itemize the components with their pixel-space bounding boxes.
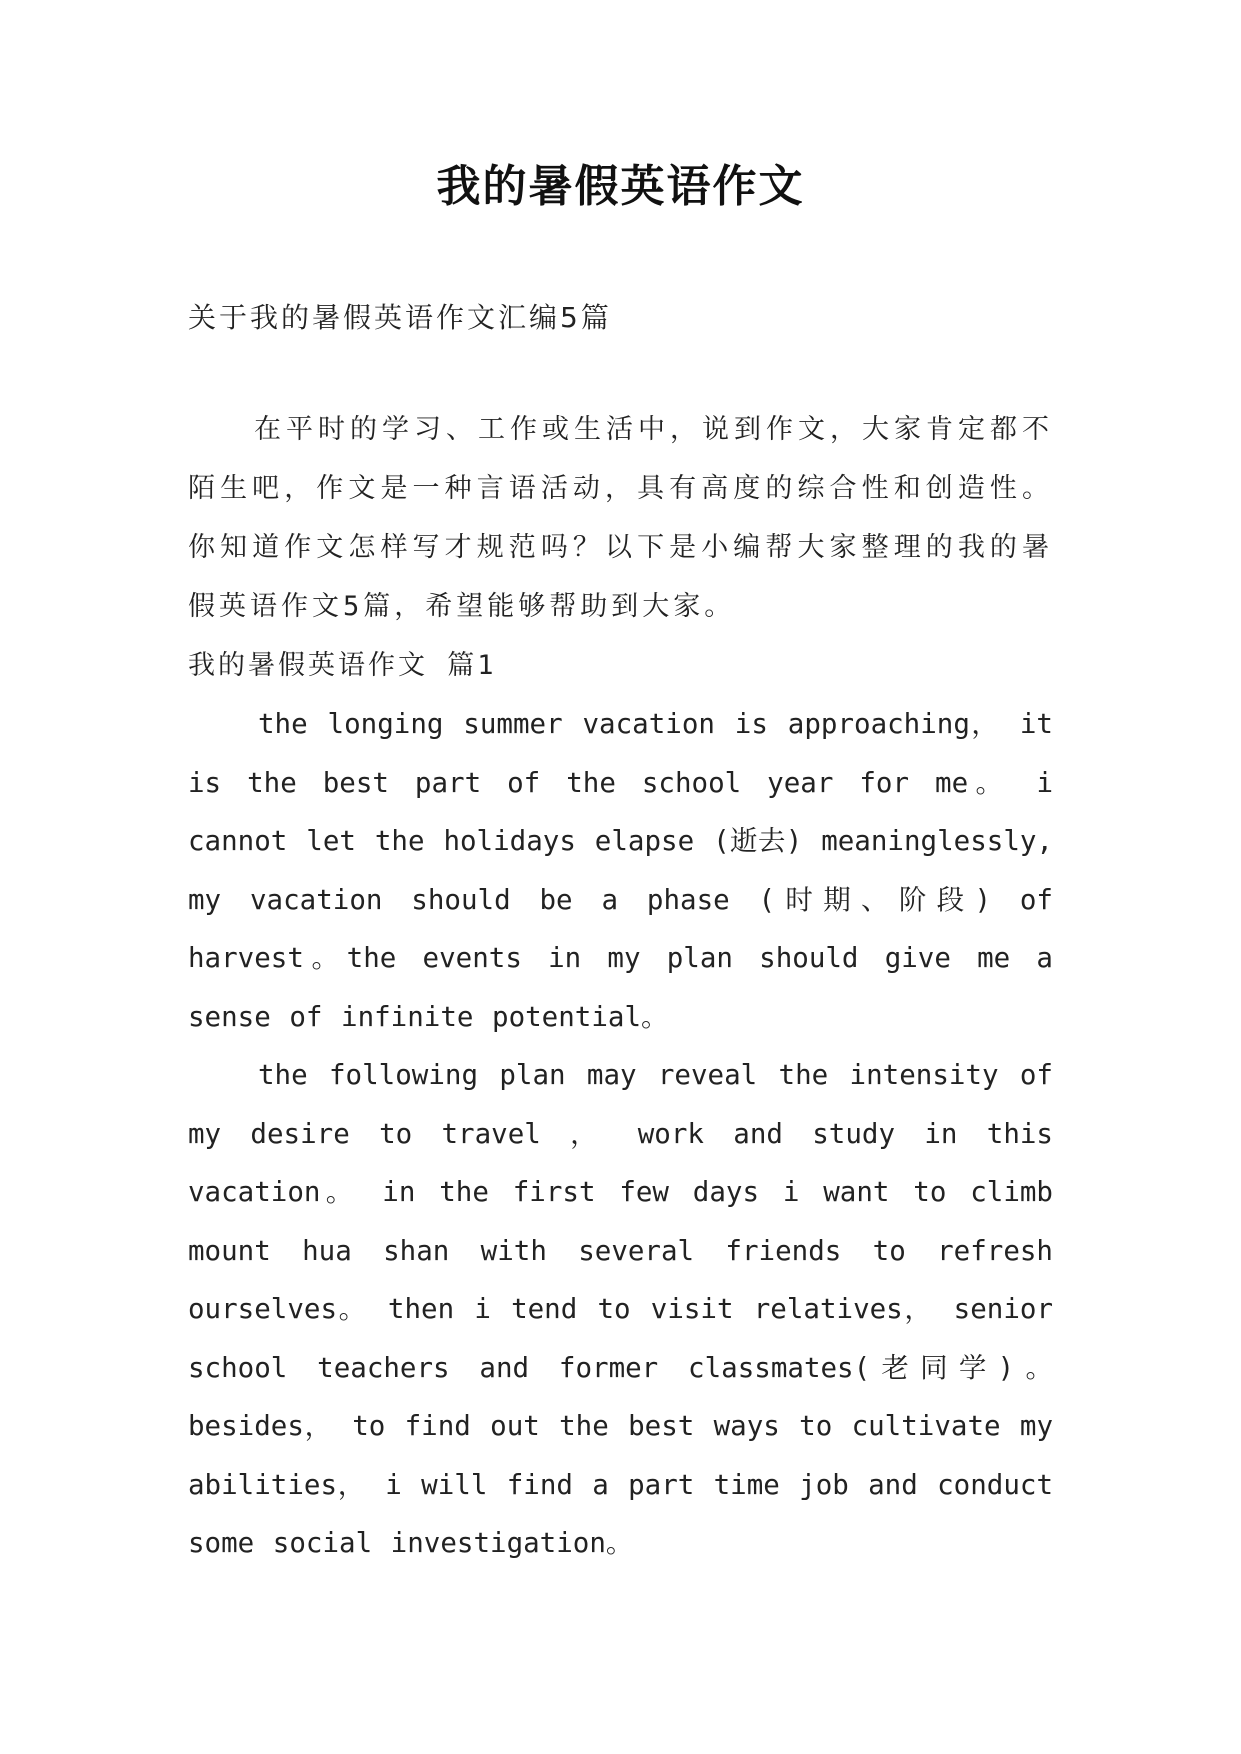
document-subtitle: 关于我的暑假英语作文汇编5篇: [188, 301, 612, 334]
document-title: 我的暑假英语作文: [436, 161, 805, 212]
essay-paragraph-2: the following plan may reveal the intensity of my desire to travel ， work and study in this vacation。 in the first few days i want to climb mount hua shan with several friends to refresh ourselves。 then i tend to visit relatives， senior school teachers and former classmates(老同学)。besides， to find out the best ways to cultivate my abilities， i will find a part time job and conduct some social investigation。: [188, 1059, 1053, 1559]
intro-paragraph: 在平时的学习、工作或生活中，说到作文，大家肯定都不陌生吧，作文是一种言语活动，具有高度的综合性和创造性。你知道作文怎样写才规范吗？以下是小编帮大家整理的我的暑假英语作文5篇，希望能够帮助到大家。: [188, 414, 1053, 622]
section-heading: 我的暑假英语作文 篇1: [188, 650, 497, 681]
essay-paragraph-1: the longing summer vacation is approaching， it is the best part of the school year for me。 i cannot let the holidays elapse (逝去) meaninglessly, my vacation should be a phase (时期、阶段) of harvest。the events in my plan should give me a sense of infinite potential。: [188, 708, 1053, 1033]
document-body: [188, 400, 1053, 1573]
